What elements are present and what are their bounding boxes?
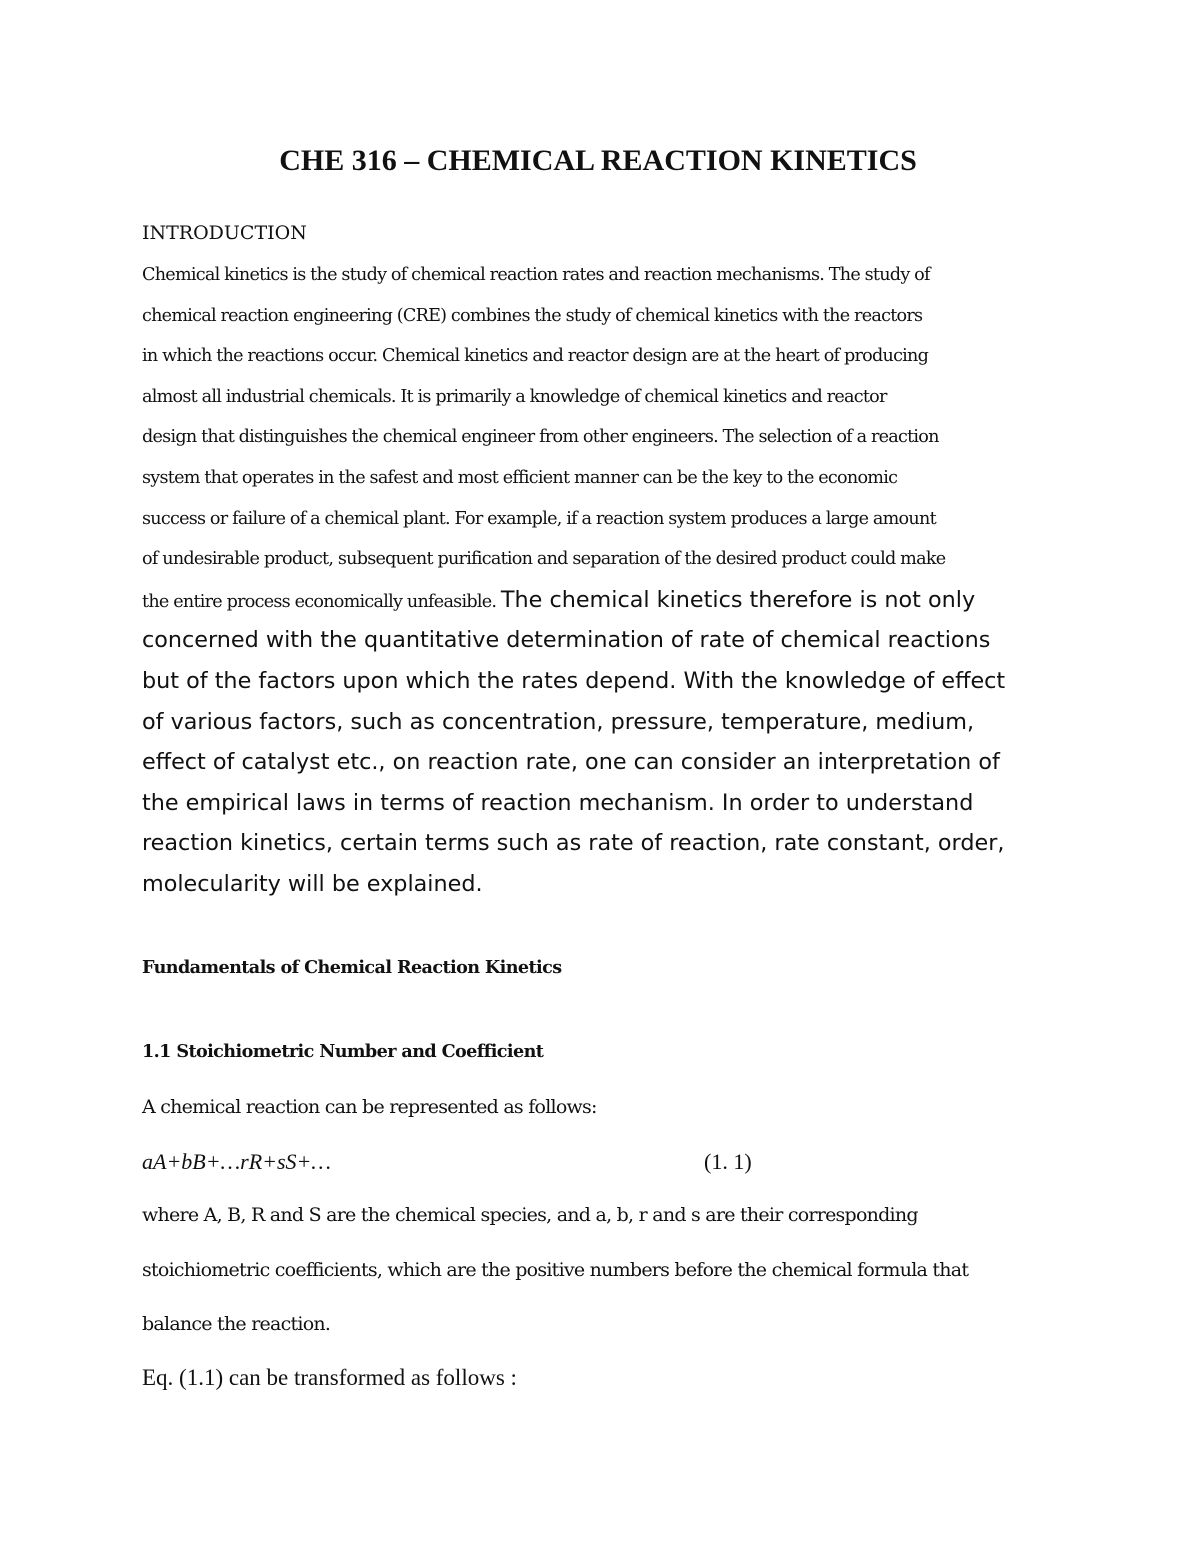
introduction-text-serif: of undesirable product, subsequent purification and separation of the desired product could make xyxy=(142,549,946,570)
introduction-line xyxy=(142,539,1072,580)
introduction-line xyxy=(142,296,1072,337)
introduction-text-sans: The chemical kinetics therefore is not only xyxy=(500,586,976,613)
introduction-text-serif: almost all industrial chemicals. It is primarily a knowledge of chemical kinetics and reactor xyxy=(142,386,887,407)
equation-number: (1. 1) xyxy=(704,1149,752,1174)
introduction-text-sans: but of the factors upon which the rates depend. With the knowledge of effect xyxy=(142,667,1006,694)
introduction-line xyxy=(142,864,1072,905)
introduction-line xyxy=(142,458,1072,499)
explanation-line: stoichiometric coefficients, which are the positive numbers before the chemical formula that xyxy=(142,1259,969,1281)
introduction-text-serif: the entire process economically unfeasible. xyxy=(142,591,501,612)
section-intro-text: A chemical reaction can be represented as follows: xyxy=(142,1096,597,1118)
introduction-text-sans: of various factors, such as concentration, pressure, temperature, medium, xyxy=(142,708,975,735)
introduction-text-sans: molecularity will be explained. xyxy=(142,870,483,897)
introduction-line xyxy=(142,783,1072,824)
introduction-paragraph xyxy=(142,255,1072,905)
introduction-line xyxy=(142,580,1072,621)
introduction-text-sans: concerned with the quantitative determination of rate of chemical reactions xyxy=(142,627,991,654)
introduction-text-serif: in which the reactions occur. Chemical kinetics and reactor design are at the heart of producing xyxy=(142,346,929,367)
introduction-text-serif: success or failure of a chemical plant. For example, if a reaction system produces a large amount xyxy=(142,508,936,529)
introduction-text-sans: effect of catalyst etc., on reaction rate, one can consider an interpretation of xyxy=(142,749,1000,776)
introduction-text-serif: chemical reaction engineering (CRE) combines the study of chemical kinetics with the reactors xyxy=(142,305,923,326)
section-heading-1-1: 1.1 Stoichiometric Number and Coefficient xyxy=(142,1041,544,1062)
introduction-text-sans: reaction kinetics, certain terms such as rate of reaction, rate constant, order, xyxy=(142,830,1005,857)
introduction-line xyxy=(142,417,1072,458)
introduction-line xyxy=(142,336,1072,377)
introduction-heading: INTRODUCTION xyxy=(142,222,307,244)
introduction-line xyxy=(142,661,1072,702)
introduction-text-serif: Chemical kinetics is the study of chemical reaction rates and reaction mechanisms. The study of xyxy=(142,265,930,285)
introduction-line xyxy=(142,702,1072,743)
introduction-text-serif: design that distinguishes the chemical engineer from other engineers. The selection of a reaction xyxy=(142,427,939,448)
introduction-line xyxy=(142,377,1072,418)
transform-text: Eq. (1.1) can be transformed as follows : xyxy=(142,1365,517,1390)
introduction-line xyxy=(142,499,1072,540)
document-title: CHE 316 – CHEMICAL REACTION KINETICS xyxy=(279,144,917,177)
fundamentals-heading: Fundamentals of Chemical Reaction Kinetics xyxy=(142,957,562,978)
explanation-line: where A, B, R and S are the chemical species, and a, b, r and s are their corresponding xyxy=(142,1204,918,1226)
introduction-line xyxy=(142,255,1072,296)
introduction-text-serif: system that operates in the safest and most efficient manner can be the key to the economic xyxy=(142,467,898,488)
introduction-line xyxy=(142,742,1072,783)
introduction-line xyxy=(142,620,1072,661)
reaction-equation: aA+bB+…rR+sS+… xyxy=(142,1149,331,1174)
introduction-text-sans: the empirical laws in terms of reaction mechanism. In order to understand xyxy=(142,789,974,816)
introduction-line xyxy=(142,823,1072,864)
explanation-line: balance the reaction. xyxy=(142,1313,331,1335)
